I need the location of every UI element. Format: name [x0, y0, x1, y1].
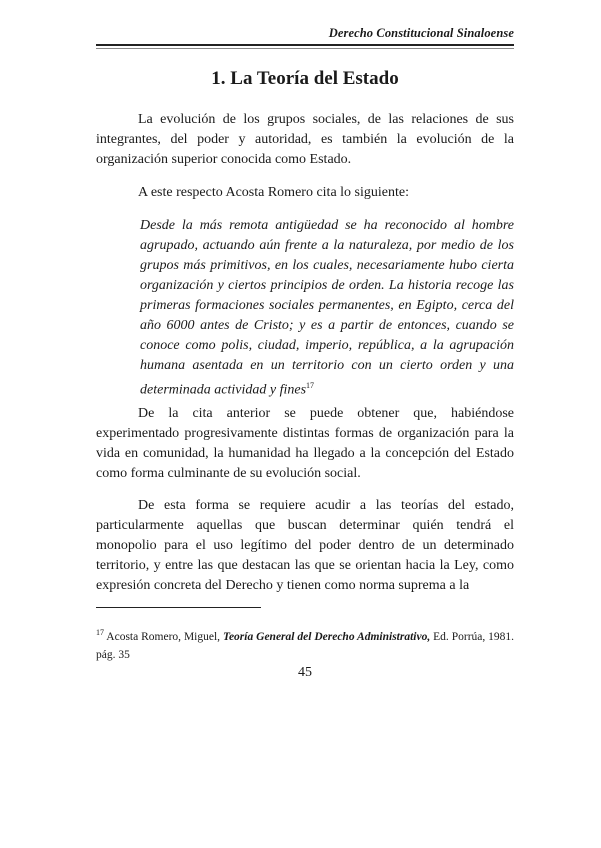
header-rule [96, 44, 514, 46]
page-number: 45 [298, 665, 312, 680]
footnote-number: 17 [96, 628, 104, 637]
footnote [96, 624, 514, 664]
footnote-work-title: Teoría General del Derecho Administrativo, [222, 630, 431, 643]
block-quote [140, 216, 514, 401]
footnote-author: Acosta Romero, Miguel, [106, 630, 221, 643]
footnote-reference: 17 [306, 381, 315, 390]
paragraph-2: A este respecto Acosta Romero cita lo siguiente: [138, 185, 409, 200]
paragraph-1: La evolución de los grupos sociales, de las relaciones de sus integrantes, del poder y autoridad, es también la evolución de la organización superior conocida como Estado. [96, 112, 514, 167]
paragraph-3: De la cita anterior se puede obtener que, habiéndose experimentado progresivamente distintas formas de organización para la vida en comunidad, la humanidad ha llegado a la concepción del Estado como forma culminante de su evolución social. [96, 406, 514, 481]
section-title: 1. La Teoría del Estado [211, 68, 399, 89]
quote-text: Desde la más remota antigüedad se ha reconocido al hombre agrupado, actuando aún frente a la naturaleza, por medio de los grupos más primitivos, en los cuales, necesariamente hubo cierta organización y ciertos principios de orden. La historia recoge las primeras formaciones sociales permanentes, en Egipto, cerca del año 6000 antes de Cristo; y es a partir de entonces, cuando se conoce como polis, ciudad, imperio, república, a la agrupación humana asentada en un territorio con un cierto orden y una determinada actividad y fines [140, 218, 514, 398]
running-head: Derecho Constitucional Sinaloense [328, 26, 514, 40]
footnote-rule [96, 607, 261, 608]
footnote-publisher: Ed. Porrúa, 1981. pág. 35 [96, 630, 515, 661]
header-rule-thin [96, 48, 514, 49]
paragraph-4: De esta forma se requiere acudir a las teorías del estado, particularmente aquellas que buscan determinar quién tendrá el monopolio para el uso legítimo del poder dentro de un determinado territorio, y entre las que destacan las que se orientan hacia la Ley, como expresión concreta del Derecho y tienen como norma suprema a la [96, 498, 514, 593]
